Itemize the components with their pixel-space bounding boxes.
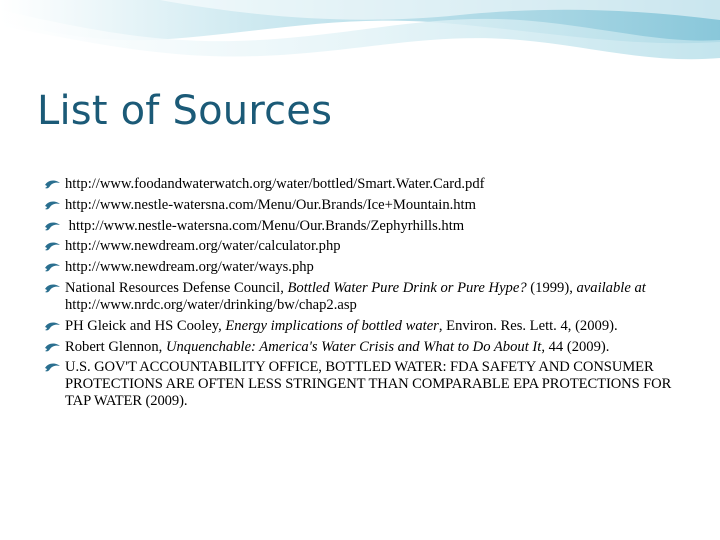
source-author: PH Gleick and HS Cooley, — [65, 317, 226, 334]
source-citation: , 44 (2009). — [541, 338, 610, 355]
source-author: Robert Glennon, — [65, 338, 166, 355]
source-link[interactable]: http://www.nestle-watersna.com/Menu/Our.Brands/Zephyrhills.htm — [65, 217, 465, 234]
curled-leaf-bullet-icon — [44, 342, 61, 353]
list-item — [44, 280, 694, 314]
curled-leaf-bullet-icon — [44, 262, 61, 273]
slide-title: List of Sources — [37, 88, 333, 134]
source-citation: , Environ. Res. Lett. 4, (2009). — [438, 317, 618, 334]
source-link[interactable]: http://www.nrdc.org/water/drinking/bw/chap2.asp — [65, 279, 650, 313]
source-title: Energy implications of bottled water — [225, 317, 439, 334]
curled-leaf-bullet-icon — [44, 321, 61, 332]
source-title: Unquenchable: America's Water Crisis and What to Do About It — [165, 338, 542, 355]
source-availability: available at — [576, 279, 646, 296]
list-item — [44, 259, 694, 276]
curled-leaf-bullet-icon — [44, 221, 61, 232]
source-citation: U.S. GOV'T ACCOUNTABILITY OFFICE, BOTTLED WATER: FDA SAFETY AND CONSUMER PROTECTIONS ARE OFTEN LESS STRINGENT THAN COMPARABLE EPA PROTECTIONS FOR TAP WATER (2009). — [65, 359, 672, 410]
curled-leaf-bullet-icon — [44, 362, 61, 373]
source-date: (1999), — [526, 279, 577, 296]
list-item — [44, 359, 694, 410]
list-item — [44, 339, 694, 356]
source-link[interactable]: http://www.foodandwaterwatch.org/water/bottled/Smart.Water.Card.pdf — [65, 176, 485, 192]
list-item — [44, 318, 694, 335]
list-item — [44, 218, 694, 235]
source-author: National Resources Defense Council, — [65, 279, 288, 296]
source-link[interactable]: http://www.newdream.org/water/ways.php — [65, 259, 314, 276]
curled-leaf-bullet-icon — [44, 179, 61, 190]
curled-leaf-bullet-icon — [44, 241, 61, 252]
list-item — [44, 238, 694, 255]
source-title: Bottled Water Pure Drink or Pure Hype? — [287, 279, 527, 296]
sources-list — [44, 176, 694, 414]
source-link[interactable]: http://www.newdream.org/water/calculator.php — [65, 238, 341, 255]
header-wave-decoration — [0, 0, 720, 80]
source-link[interactable]: http://www.nestle-watersna.com/Menu/Our.Brands/Ice+Mountain.htm — [65, 196, 476, 213]
curled-leaf-bullet-icon — [44, 283, 61, 294]
curled-leaf-bullet-icon — [44, 200, 61, 211]
list-item — [44, 176, 694, 193]
list-item — [44, 197, 694, 214]
